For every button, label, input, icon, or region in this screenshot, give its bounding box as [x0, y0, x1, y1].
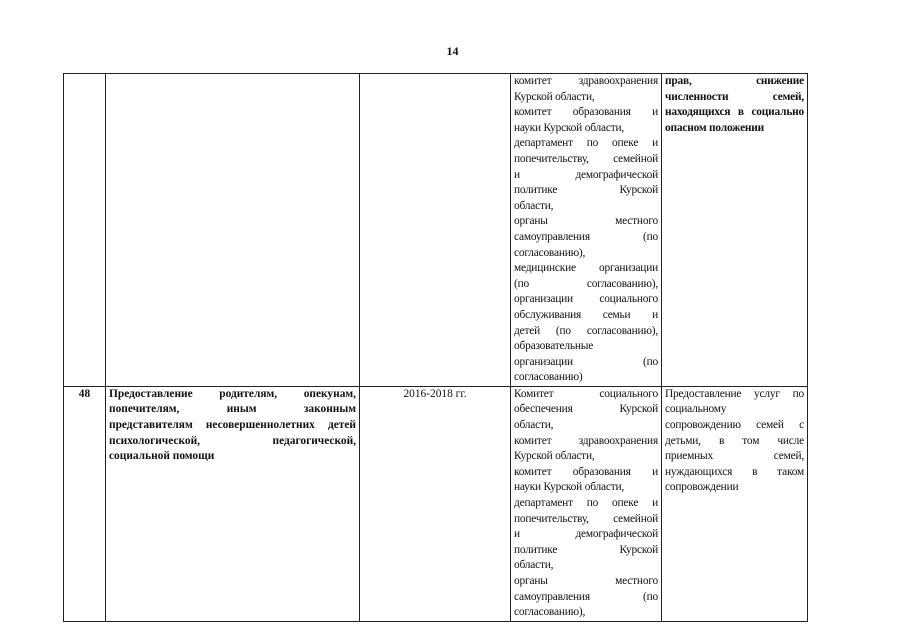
table-row-48 [64, 386, 808, 621]
cell-text-line: обслуживания семьи и [514, 308, 658, 321]
cell-text-line: самоуправления (по [514, 590, 658, 603]
result-cell [662, 74, 808, 387]
cell-text-line: попечительству, семейной [514, 512, 658, 525]
cell-text-line: комитет образования и [514, 465, 658, 478]
period-cell [360, 74, 511, 387]
measure-cell [106, 386, 360, 621]
row-number [64, 74, 106, 387]
cell-text-line: медицинские организации [514, 262, 658, 275]
cell-text-line: опасном положении [665, 121, 765, 134]
cell-text-line: образовательные [514, 340, 594, 353]
cell-text-line: Курской области, [514, 450, 595, 463]
cell-text-line: сопровождению семей с [665, 419, 804, 432]
table-row-continuation [64, 74, 808, 387]
cell-text-line: организации социального [514, 293, 658, 306]
cell-text-line: органы местного [514, 575, 658, 587]
measures-table [63, 73, 808, 622]
cell-text-line: социальной помощи [109, 450, 215, 463]
cell-text-line: социальному [665, 403, 727, 416]
cell-text-line: приемных семей, [665, 450, 804, 463]
cell-text-line: области, [514, 199, 554, 212]
cell-text-line: области, [514, 559, 554, 572]
cell-text-line: самоуправления (по [514, 230, 658, 243]
cell-text-line: департамент по опеке и [514, 137, 658, 150]
cell-text-line: области, [514, 419, 554, 432]
cell-text-line: науки Курской области, [514, 481, 625, 494]
measure-cell [106, 74, 360, 387]
cell-text-line: нуждающихся в таком [665, 465, 804, 478]
cell-text-line: попечителям, иным законным [109, 403, 356, 416]
cell-text-line: органы местного [514, 215, 658, 228]
cell-text-line: Предоставление услуг по [665, 387, 804, 400]
cell-text-line: численности семей, [665, 90, 804, 103]
cell-text-line: политике Курской [514, 184, 658, 197]
cell-text-line: сопровождении [665, 481, 739, 494]
cell-text-line: попечительству, семейной [514, 152, 658, 165]
cell-text-line: политике Курской [514, 543, 658, 556]
cell-text-line: Предоставление родителям, опекунам, [109, 387, 356, 400]
period-cell: 2016-2018 гг. [360, 386, 511, 621]
cell-text-line: и демографической [514, 168, 658, 181]
cell-text-line: (по согласованию), [514, 277, 658, 290]
cell-text-line: находящихся в социально [665, 106, 804, 119]
cell-text-line: представителям несовершеннолетних детей [109, 419, 356, 432]
cell-text-line: обеспечения Курской [514, 403, 658, 416]
cell-text-line: и демографической [514, 528, 658, 541]
cell-text-line: согласованию) [514, 371, 583, 384]
cell-text-line: Курской области, [514, 90, 595, 103]
cell-text-line: согласованию), [514, 606, 586, 619]
cell-text-line: комитет здравоохранения [514, 75, 658, 87]
row-number: 48 [64, 386, 106, 621]
executors-cell [511, 386, 662, 621]
cell-text-line: науки Курской области, [514, 121, 625, 134]
cell-text-line: прав, снижение [665, 75, 804, 87]
cell-text-line: комитет здравоохранения [514, 434, 658, 447]
cell-text-line: детей (по согласованию), [514, 324, 658, 337]
cell-text-line: детьми, в том числе [665, 434, 804, 447]
cell-text-line: комитет образования и [514, 106, 658, 119]
cell-text-line: психологической, педагогической, [109, 434, 356, 447]
cell-text-line: согласованию), [514, 246, 586, 259]
cell-text-line: Комитет социального [514, 387, 658, 400]
executors-cell [511, 74, 662, 387]
cell-text-line: организации (по [514, 355, 658, 368]
cell-text-line: департамент по опеке и [514, 497, 658, 510]
result-cell [662, 386, 808, 621]
page-number: 14 [446, 44, 459, 58]
